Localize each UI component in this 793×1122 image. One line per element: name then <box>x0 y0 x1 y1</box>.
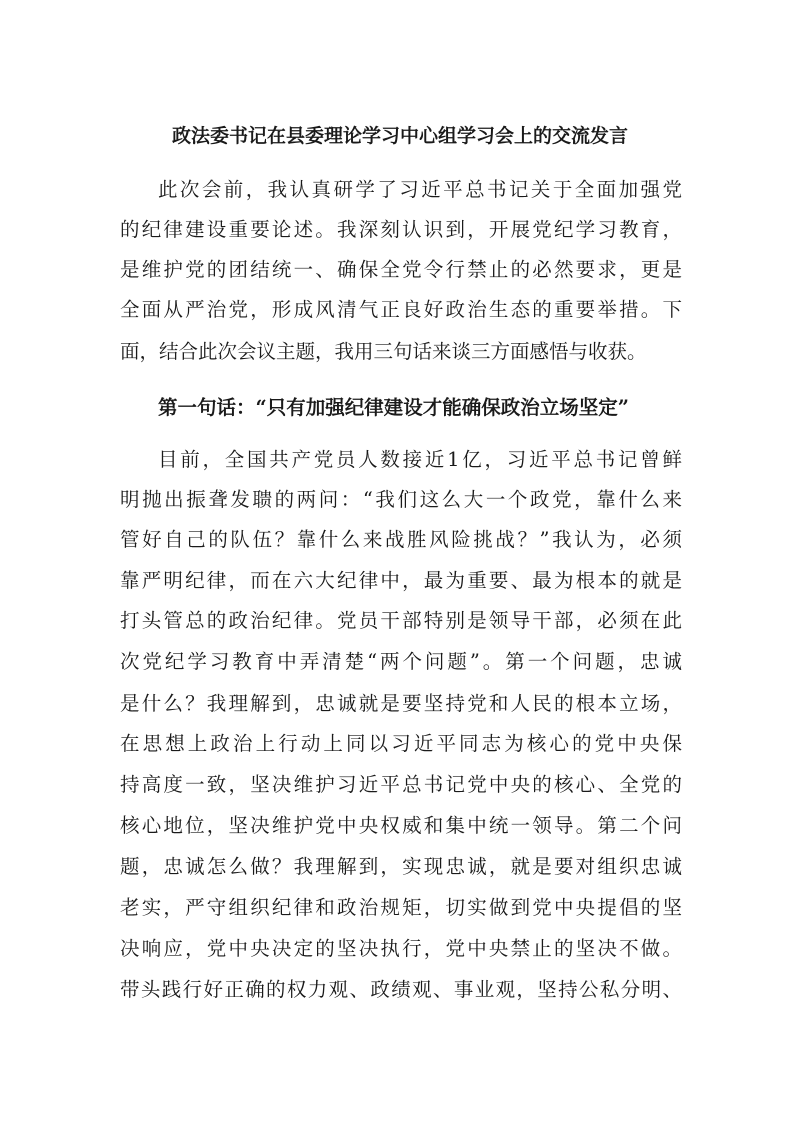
page-title: 政法委书记在县委理论学习中心组学习会上的交流发言 <box>171 125 628 147</box>
paragraph-line: 靠严明纪律，而在六大纪律中，最为重要、最为根本的就是 <box>120 569 682 592</box>
paragraph-line: 是维护党的团结统一、确保全党令行禁止的必然要求，更是 <box>120 258 682 281</box>
paragraph-line: 核心地位，坚决维护党中央权威和集中统一领导。第二个问 <box>120 814 682 837</box>
paragraph-line: 管好自己的队伍？靠什么来战胜风险挑战？”我认为，必须 <box>120 528 682 551</box>
paragraph-line: 是什么？我理解到，忠诚就是要坚持党和人民的根本立场， <box>120 692 682 715</box>
paragraph-line: 明抛出振聋发聩的两问：“我们这么大一个政党，靠什么来 <box>120 488 682 511</box>
paragraph-line: 打头管总的政治纪律。党员干部特别是领导干部，必须在此 <box>120 609 682 632</box>
paragraph-line: 决响应，党中央决定的坚决执行，党中央禁止的坚决不做。 <box>120 937 682 960</box>
paragraph-line: 此次会前，我认真研学了习近平总书记关于全面加强党 <box>158 178 682 201</box>
paragraph-line: 老实，严守组织纪律和政治规矩，切实做到党中央提倡的坚 <box>120 896 682 919</box>
paragraph-line: 目前，全国共产党员人数接近1亿，习近平总书记曾鲜 <box>158 448 682 471</box>
paragraph-line: 次党纪学习教育中弄清楚“两个问题”。第一个问题，忠诚 <box>120 650 682 673</box>
paragraph-line: 带头践行好正确的权力观、政绩观、事业观，坚持公私分明、 <box>120 978 682 1001</box>
paragraph-line: 全面从严治党，形成风清气正良好政治生态的重要举措。下 <box>120 298 682 321</box>
section-heading: 第一句话：“只有加强纪律建设才能确保政治立场坚定” <box>158 396 629 419</box>
paragraph-line: 在思想上政治上行动上同以习近平同志为核心的党中央保 <box>120 732 682 755</box>
paragraph-line: 的纪律建设重要论述。我深刻认识到，开展党纪学习教育， <box>120 218 682 241</box>
paragraph-line: 面，结合此次会议主题，我用三句话来谈三方面感悟与收获。 <box>120 340 647 363</box>
paragraph-line: 持高度一致，坚决维护习近平总书记党中央的核心、全党的 <box>120 773 682 796</box>
paragraph-line: 题，忠诚怎么做？我理解到，实现忠诚，就是要对组织忠诚 <box>120 855 682 878</box>
